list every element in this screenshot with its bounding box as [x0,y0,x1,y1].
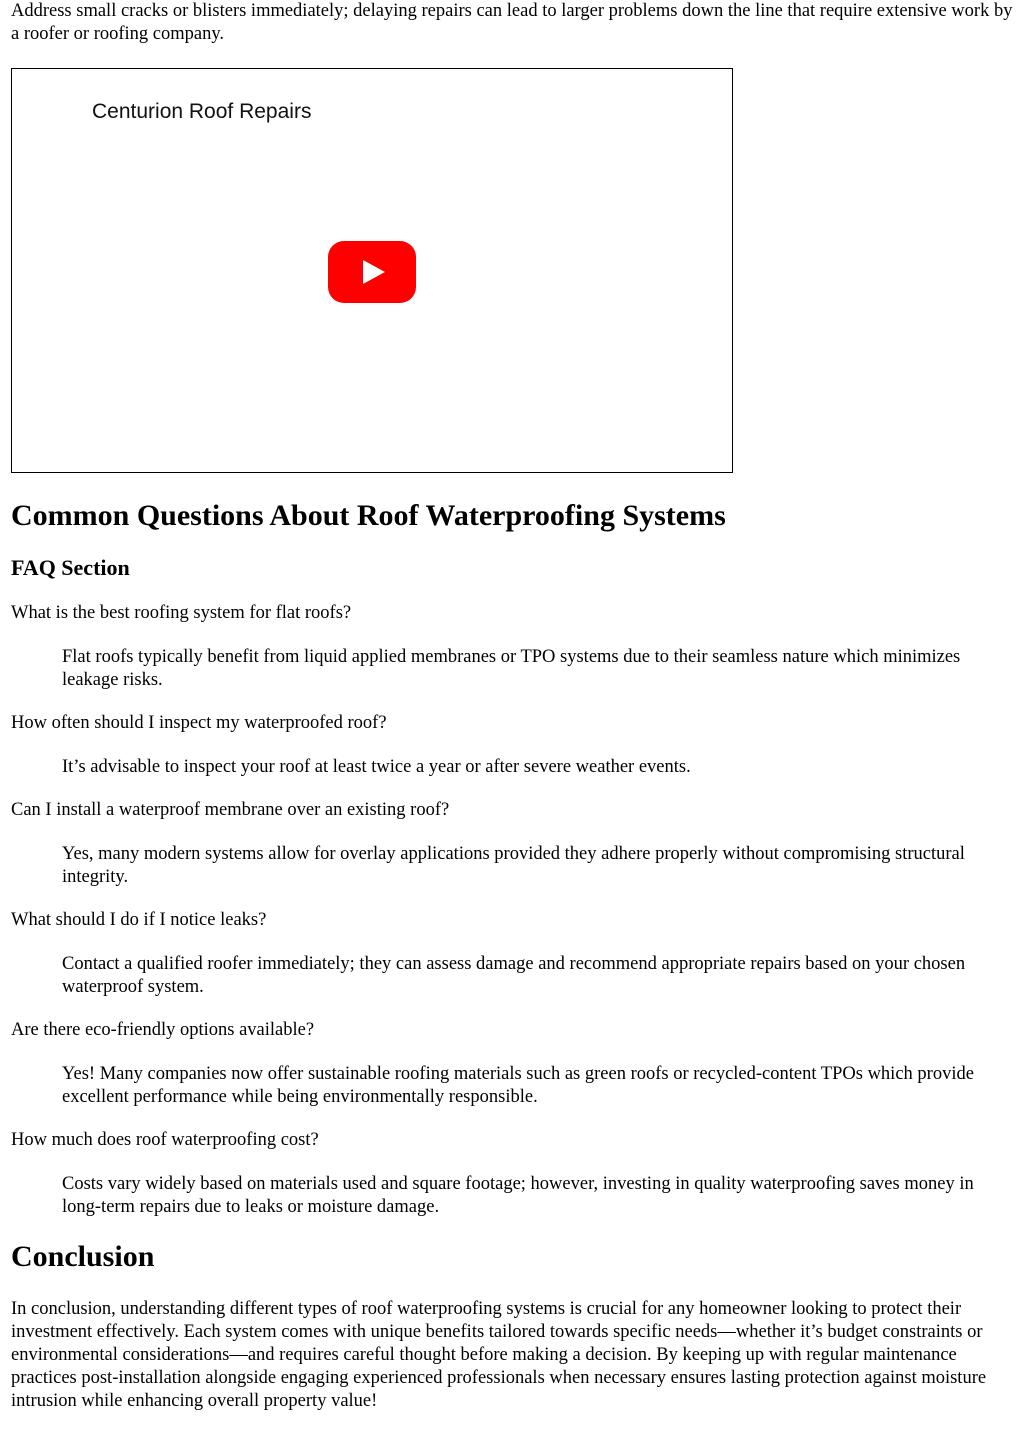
faq-question: Can I install a waterproof membrane over an existing roof? [11,800,450,820]
faq-answer: Costs vary widely based on materials used and square footage; however, investing in quality waterproofing saves money in long-term repairs due to leaks or moisture damage. [62,1174,974,1217]
youtube-play-button[interactable] [328,241,416,303]
faq-answer: Flat roofs typically benefit from liquid applied membranes or TPO systems due to their seamless nature which minimizes leakage risks. [62,647,961,690]
faq-item [11,712,1014,779]
main-heading: Common Questions About Roof Waterproofing Systems [11,499,726,532]
faq-answer: Yes, many modern systems allow for overlay applications provided they adhere properly without compromising structural integrity. [62,844,965,887]
faq-question: What is the best roofing system for flat roofs? [11,603,352,623]
faq-answer: It’s advisable to inspect your roof at least twice a year or after severe weather events. [62,757,691,777]
intro-paragraph: Address small cracks or blisters immediately; delaying repairs can lead to larger problems down the line that require extensive work by a roofer or roofing company. [11,1,1013,44]
faq-item [11,799,1014,889]
play-icon [328,241,416,303]
faq-item [11,909,1014,999]
faq-heading: FAQ Section [11,555,130,580]
faq-item [11,602,1014,692]
faq-question: How much does roof waterproofing cost? [11,1130,319,1150]
faq-item [11,1129,1014,1219]
conclusion-heading: Conclusion [11,1240,155,1273]
embedded-video[interactable] [11,68,733,473]
faq-item [11,1019,1014,1109]
faq-answer: Yes! Many companies now offer sustainable roofing materials such as green roofs or recycled-content TPOs which provide excellent performance while being environmentally responsible. [62,1064,974,1107]
faq-question: How often should I inspect my waterproofed roof? [11,713,387,733]
conclusion-paragraph: In conclusion, understanding different types of roof waterproofing systems is crucial for any homeowner looking to protect their investment effectively. Each system comes with unique benefits tailored towards specific needs—whether it’s budget constraints or environmental considerations—and requires careful thought before making a decision. By keeping up with regular maintenance practices post-installation alongside engaging experienced professionals when necessary ensures lasting protection against moisture intrusion while enhancing overall property value! [11,1299,987,1411]
faq-answer: Contact a qualified roofer immediately; they can assess damage and recommend appropriate repairs based on your chosen waterproof system. [62,954,966,997]
faq-question: What should I do if I notice leaks? [11,910,267,930]
faq-list [11,602,1014,1219]
video-title[interactable]: Centurion Roof Repairs [92,100,312,123]
faq-question: Are there eco-friendly options available? [11,1020,315,1040]
